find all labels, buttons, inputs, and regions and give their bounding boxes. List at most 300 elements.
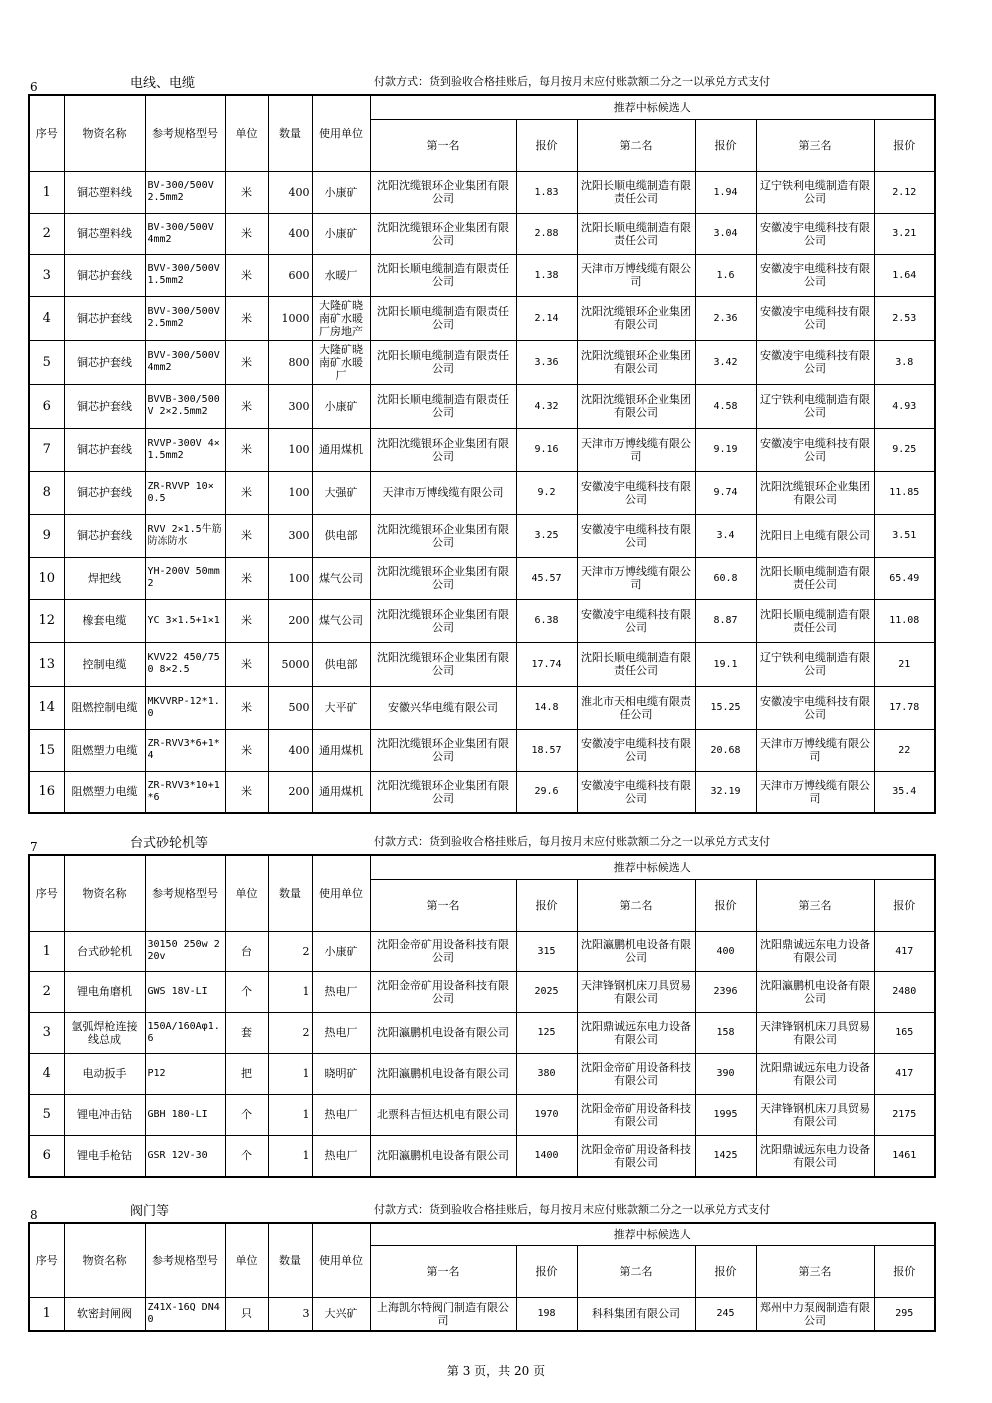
header-price-2: 报价 — [695, 879, 756, 931]
header-price-1: 报价 — [516, 1245, 577, 1297]
price-second: 60.8 — [695, 557, 756, 599]
vendor-second: 安徽凌宇电缆科技有限公司 — [577, 729, 695, 771]
item-unit: 个 — [225, 971, 268, 1012]
vendor-first: 沈阳沈缆银环企业集团有限公司 — [370, 514, 516, 557]
table-row — [29, 1012, 935, 1053]
item-unit: 米 — [225, 729, 268, 771]
page-footer: 第 3 页，共 20 页 — [446, 1364, 546, 1378]
header-item-name: 物资名称 — [64, 1223, 145, 1297]
item-unit: 米 — [225, 384, 268, 428]
item-qty: 400 — [268, 729, 312, 771]
row-seq: 6 — [29, 1135, 64, 1177]
item-name: 锂电冲击钻 — [64, 1094, 145, 1135]
price-first: 6.38 — [516, 599, 577, 642]
vendor-third: 辽宁铁利电缆制造有限公司 — [756, 642, 874, 686]
item-user-unit: 小康矿 — [312, 384, 370, 428]
item-unit: 米 — [225, 642, 268, 686]
item-user-unit: 大平矿 — [312, 686, 370, 729]
item-user-unit: 大强矿 — [312, 471, 370, 514]
item-spec: ZR-RVV3*10+1*6 — [145, 771, 225, 813]
vendor-second: 天津市万博线缆有限公司 — [577, 428, 695, 471]
price-third: 11.85 — [874, 471, 935, 514]
table-row — [29, 514, 935, 557]
item-unit: 米 — [225, 471, 268, 514]
item-spec: GWS 18V-LI — [145, 971, 225, 1012]
vendor-third: 安徽凌宇电缆科技有限公司 — [756, 340, 874, 384]
item-spec: ZR-RVV3*6+1*4 — [145, 729, 225, 771]
price-third: 2175 — [874, 1094, 935, 1135]
price-second: 32.19 — [695, 771, 756, 813]
price-third: 4.93 — [874, 384, 935, 428]
vendor-first: 沈阳沈缆银环企业集团有限公司 — [370, 213, 516, 254]
vendor-third: 天津市万博线缆有限公司 — [756, 771, 874, 813]
item-qty: 2 — [268, 1012, 312, 1053]
item-spec: ZR-RVVP 10×0.5 — [145, 471, 225, 514]
bid-table — [28, 854, 936, 1178]
vendor-first: 沈阳瀛鹏机电设备有限公司 — [370, 1135, 516, 1177]
price-second: 3.4 — [695, 514, 756, 557]
price-first: 315 — [516, 931, 577, 971]
item-qty: 400 — [268, 213, 312, 254]
header-second: 第二名 — [577, 879, 695, 931]
price-third: 3.51 — [874, 514, 935, 557]
row-seq: 4 — [29, 296, 64, 340]
item-user-unit: 大隆矿晓南矿水暖厂房地产 — [312, 296, 370, 340]
item-unit: 米 — [225, 254, 268, 296]
vendor-first: 沈阳沈缆银环企业集团有限公司 — [370, 729, 516, 771]
price-third: 9.25 — [874, 428, 935, 471]
item-spec: GBH 180-LI — [145, 1094, 225, 1135]
header-second: 第二名 — [577, 119, 695, 171]
vendor-second: 沈阳长顺电缆制造有限责任公司 — [577, 171, 695, 213]
vendor-third: 天津锋钢机床刀具贸易有限公司 — [756, 1012, 874, 1053]
table-row — [29, 1135, 935, 1177]
price-first: 198 — [516, 1297, 577, 1331]
price-third: 11.08 — [874, 599, 935, 642]
vendor-first: 北票科吉恒达机电有限公司 — [370, 1094, 516, 1135]
price-third: 1.64 — [874, 254, 935, 296]
item-user-unit: 热电厂 — [312, 1094, 370, 1135]
price-second: 15.25 — [695, 686, 756, 729]
price-second: 9.74 — [695, 471, 756, 514]
item-name: 阻燃塑力电缆 — [64, 729, 145, 771]
vendor-first: 沈阳沈缆银环企业集团有限公司 — [370, 771, 516, 813]
vendor-second: 沈阳金帝矿用设备科技有限公司 — [577, 1094, 695, 1135]
item-spec: 30150 250w 220v — [145, 931, 225, 971]
header-item-name: 物资名称 — [64, 95, 145, 171]
row-seq: 9 — [29, 514, 64, 557]
vendor-second: 沈阳金帝矿用设备科技有限公司 — [577, 1053, 695, 1094]
vendor-first: 安徽兴华电缆有限公司 — [370, 686, 516, 729]
price-third: 17.78 — [874, 686, 935, 729]
vendor-third: 沈阳瀛鹏机电设备有限公司 — [756, 971, 874, 1012]
price-second: 400 — [695, 931, 756, 971]
item-qty: 200 — [268, 599, 312, 642]
item-name: 铜芯塑料线 — [64, 171, 145, 213]
table-row — [29, 599, 935, 642]
header-seq: 序号 — [29, 95, 64, 171]
item-unit: 个 — [225, 1094, 268, 1135]
header-second: 第二名 — [577, 1245, 695, 1297]
item-qty: 100 — [268, 428, 312, 471]
item-spec: P12 — [145, 1053, 225, 1094]
section-title: 电线、电缆 — [130, 76, 196, 91]
item-unit: 米 — [225, 340, 268, 384]
item-user-unit: 供电部 — [312, 642, 370, 686]
bid-table — [28, 1222, 936, 1332]
price-first: 9.16 — [516, 428, 577, 471]
row-seq: 5 — [29, 340, 64, 384]
header-seq: 序号 — [29, 1223, 64, 1297]
table-row — [29, 557, 935, 599]
price-second: 4.58 — [695, 384, 756, 428]
price-third: 2.12 — [874, 171, 935, 213]
item-user-unit: 热电厂 — [312, 1135, 370, 1177]
header-item-name: 物资名称 — [64, 855, 145, 931]
section-number: 8 — [30, 1208, 38, 1222]
vendor-first: 沈阳长顺电缆制造有限责任公司 — [370, 254, 516, 296]
row-seq: 3 — [29, 254, 64, 296]
table-row — [29, 428, 935, 471]
price-second: 1425 — [695, 1135, 756, 1177]
vendor-first: 沈阳瀛鹏机电设备有限公司 — [370, 1053, 516, 1094]
vendor-first: 沈阳沈缆银环企业集团有限公司 — [370, 557, 516, 599]
header-qty: 数量 — [268, 1223, 312, 1297]
item-user-unit: 煤气公司 — [312, 599, 370, 642]
item-unit: 只 — [225, 1297, 268, 1331]
vendor-third: 沈阳鼎诚远东电力设备有限公司 — [756, 1053, 874, 1094]
header-third: 第三名 — [756, 1245, 874, 1297]
payment-terms: 付款方式：货到验收合格挂账后，每月按月末应付账款额二分之一以承兑方式支付 — [374, 75, 770, 88]
vendor-third: 辽宁铁利电缆制造有限公司 — [756, 384, 874, 428]
item-spec: BVV-300/500V 1.5mm2 — [145, 254, 225, 296]
vendor-third: 安徽凌宇电缆科技有限公司 — [756, 428, 874, 471]
vendor-second: 沈阳沈缆银环企业集团有限公司 — [577, 340, 695, 384]
price-first: 18.57 — [516, 729, 577, 771]
price-first: 380 — [516, 1053, 577, 1094]
item-qty: 1 — [268, 971, 312, 1012]
price-third: 21 — [874, 642, 935, 686]
vendor-first: 沈阳金帝矿用设备科技有限公司 — [370, 931, 516, 971]
price-first: 29.6 — [516, 771, 577, 813]
row-seq: 15 — [29, 729, 64, 771]
item-name: 铜芯护套线 — [64, 340, 145, 384]
item-unit: 米 — [225, 171, 268, 213]
row-seq: 13 — [29, 642, 64, 686]
section-8 — [28, 1200, 936, 1332]
item-spec: BV-300/500V 4mm2 — [145, 213, 225, 254]
table-row — [29, 384, 935, 428]
vendor-second: 天津锋钢机床刀具贸易有限公司 — [577, 971, 695, 1012]
header-first: 第一名 — [370, 1245, 516, 1297]
row-seq: 8 — [29, 471, 64, 514]
row-seq: 12 — [29, 599, 64, 642]
item-qty: 300 — [268, 384, 312, 428]
item-qty: 1000 — [268, 296, 312, 340]
price-first: 1400 — [516, 1135, 577, 1177]
item-user-unit: 热电厂 — [312, 971, 370, 1012]
price-third: 417 — [874, 1053, 935, 1094]
item-user-unit: 大隆矿晓南矿水暖厂 — [312, 340, 370, 384]
table-row — [29, 729, 935, 771]
vendor-first: 沈阳瀛鹏机电设备有限公司 — [370, 1012, 516, 1053]
price-first: 3.36 — [516, 340, 577, 384]
item-qty: 300 — [268, 514, 312, 557]
item-name: 氩弧焊枪连接线总成 — [64, 1012, 145, 1053]
header-price-2: 报价 — [695, 119, 756, 171]
price-second: 390 — [695, 1053, 756, 1094]
vendor-second: 科科集团有限公司 — [577, 1297, 695, 1331]
vendor-third: 天津锋钢机床刀具贸易有限公司 — [756, 1094, 874, 1135]
section-6 — [28, 72, 936, 814]
vendor-third: 安徽凌宇电缆科技有限公司 — [756, 213, 874, 254]
item-name: 橡套电缆 — [64, 599, 145, 642]
item-user-unit: 小康矿 — [312, 931, 370, 971]
vendor-first: 沈阳沈缆银环企业集团有限公司 — [370, 171, 516, 213]
row-seq: 2 — [29, 213, 64, 254]
price-first: 17.74 — [516, 642, 577, 686]
vendor-first: 沈阳长顺电缆制造有限责任公司 — [370, 296, 516, 340]
header-third: 第三名 — [756, 119, 874, 171]
item-name: 锂电角磨机 — [64, 971, 145, 1012]
table-row — [29, 1053, 935, 1094]
vendor-second: 淮北市天相电缆有限责任公司 — [577, 686, 695, 729]
table-row — [29, 771, 935, 813]
header-price-3: 报价 — [874, 1245, 935, 1297]
item-name: 阻燃控制电缆 — [64, 686, 145, 729]
price-second: 158 — [695, 1012, 756, 1053]
vendor-first: 沈阳沈缆银环企业集团有限公司 — [370, 599, 516, 642]
price-second: 245 — [695, 1297, 756, 1331]
row-seq: 14 — [29, 686, 64, 729]
price-first: 1.83 — [516, 171, 577, 213]
item-name: 铜芯护套线 — [64, 254, 145, 296]
price-third: 65.49 — [874, 557, 935, 599]
price-second: 20.68 — [695, 729, 756, 771]
item-unit: 米 — [225, 557, 268, 599]
section-header — [28, 832, 936, 854]
price-second: 2396 — [695, 971, 756, 1012]
vendor-second: 沈阳长顺电缆制造有限责任公司 — [577, 213, 695, 254]
price-first: 125 — [516, 1012, 577, 1053]
table-row — [29, 296, 935, 340]
row-seq: 5 — [29, 1094, 64, 1135]
row-seq: 3 — [29, 1012, 64, 1053]
header-spec: 参考规格型号 — [145, 1223, 225, 1297]
table-row — [29, 642, 935, 686]
item-name: 焊把线 — [64, 557, 145, 599]
header-user-unit: 使用单位 — [312, 95, 370, 171]
table-row — [29, 340, 935, 384]
price-third: 3.21 — [874, 213, 935, 254]
item-qty: 100 — [268, 471, 312, 514]
item-spec: RVVP-300V 4×1.5mm2 — [145, 428, 225, 471]
price-second: 9.19 — [695, 428, 756, 471]
item-qty: 200 — [268, 771, 312, 813]
vendor-second: 沈阳瀛鹏机电设备有限公司 — [577, 931, 695, 971]
item-unit: 个 — [225, 1135, 268, 1177]
item-name: 软密封闸阀 — [64, 1297, 145, 1331]
vendor-third: 沈阳日上电缆有限公司 — [756, 514, 874, 557]
item-name: 铜芯护套线 — [64, 514, 145, 557]
item-qty: 5000 — [268, 642, 312, 686]
row-seq: 7 — [29, 428, 64, 471]
header-user-unit: 使用单位 — [312, 855, 370, 931]
item-unit: 米 — [225, 771, 268, 813]
payment-terms: 付款方式：货到验收合格挂账后，每月按月末应付账款额二分之一以承兑方式支付 — [374, 835, 770, 848]
row-seq: 1 — [29, 1297, 64, 1331]
vendor-first: 沈阳沈缆银环企业集团有限公司 — [370, 642, 516, 686]
price-third: 2480 — [874, 971, 935, 1012]
item-name: 铜芯护套线 — [64, 296, 145, 340]
item-name: 铜芯护套线 — [64, 471, 145, 514]
item-spec: GSR 12V-30 — [145, 1135, 225, 1177]
vendor-first: 上海凯尔特阀门制造有限公司 — [370, 1297, 516, 1331]
table-row — [29, 254, 935, 296]
item-name: 锂电手枪钻 — [64, 1135, 145, 1177]
row-seq: 4 — [29, 1053, 64, 1094]
item-spec: BV-300/500V 2.5mm2 — [145, 171, 225, 213]
item-unit: 把 — [225, 1053, 268, 1094]
item-user-unit: 供电部 — [312, 514, 370, 557]
item-unit: 米 — [225, 213, 268, 254]
header-candidates: 推荐中标候选人 — [370, 1223, 935, 1245]
item-qty: 400 — [268, 171, 312, 213]
vendor-third: 辽宁铁利电缆制造有限公司 — [756, 171, 874, 213]
item-unit: 套 — [225, 1012, 268, 1053]
section-title: 台式砂轮机等 — [130, 836, 209, 851]
header-price-3: 报价 — [874, 119, 935, 171]
item-spec: BVV-300/500V 4mm2 — [145, 340, 225, 384]
header-price-1: 报价 — [516, 119, 577, 171]
vendor-second: 沈阳长顺电缆制造有限责任公司 — [577, 642, 695, 686]
price-second: 1.94 — [695, 171, 756, 213]
price-second: 3.04 — [695, 213, 756, 254]
price-second: 2.36 — [695, 296, 756, 340]
item-name: 台式砂轮机 — [64, 931, 145, 971]
item-user-unit: 通用煤机 — [312, 729, 370, 771]
item-spec: 150A/160Aφ1.6 — [145, 1012, 225, 1053]
header-price-1: 报价 — [516, 879, 577, 931]
bid-table — [28, 94, 936, 814]
vendor-third: 沈阳鼎诚远东电力设备有限公司 — [756, 1135, 874, 1177]
item-qty: 2 — [268, 931, 312, 971]
table-row — [29, 471, 935, 514]
vendor-second: 沈阳沈缆银环企业集团有限公司 — [577, 296, 695, 340]
section-number: 7 — [30, 840, 38, 854]
price-third: 35.4 — [874, 771, 935, 813]
vendor-second: 安徽凌宇电缆科技有限公司 — [577, 471, 695, 514]
vendor-first: 沈阳长顺电缆制造有限责任公司 — [370, 384, 516, 428]
header-price-3: 报价 — [874, 879, 935, 931]
vendor-third: 沈阳长顺电缆制造有限责任公司 — [756, 557, 874, 599]
item-qty: 1 — [268, 1094, 312, 1135]
item-name: 电动扳手 — [64, 1053, 145, 1094]
price-third: 3.8 — [874, 340, 935, 384]
price-first: 14.8 — [516, 686, 577, 729]
item-qty: 1 — [268, 1135, 312, 1177]
table-row — [29, 213, 935, 254]
price-second: 8.87 — [695, 599, 756, 642]
vendor-second: 安徽凌宇电缆科技有限公司 — [577, 771, 695, 813]
item-qty: 3 — [268, 1297, 312, 1331]
item-name: 铜芯塑料线 — [64, 213, 145, 254]
price-second: 3.42 — [695, 340, 756, 384]
price-first: 9.2 — [516, 471, 577, 514]
section-7 — [28, 832, 936, 1178]
vendor-second: 安徽凌宇电缆科技有限公司 — [577, 599, 695, 642]
vendor-second: 天津市万博线缆有限公司 — [577, 557, 695, 599]
vendor-third: 沈阳鼎诚远东电力设备有限公司 — [756, 931, 874, 971]
section-header — [28, 1200, 936, 1222]
item-unit: 米 — [225, 686, 268, 729]
vendor-third: 安徽凌宇电缆科技有限公司 — [756, 686, 874, 729]
vendor-first: 沈阳金帝矿用设备科技有限公司 — [370, 971, 516, 1012]
header-user-unit: 使用单位 — [312, 1223, 370, 1297]
header-spec: 参考规格型号 — [145, 855, 225, 931]
item-name: 铜芯护套线 — [64, 384, 145, 428]
header-candidates: 推荐中标候选人 — [370, 95, 935, 119]
table-row — [29, 686, 935, 729]
vendor-second: 安徽凌宇电缆科技有限公司 — [577, 514, 695, 557]
price-first: 2025 — [516, 971, 577, 1012]
header-seq: 序号 — [29, 855, 64, 931]
price-first: 1.38 — [516, 254, 577, 296]
item-user-unit: 通用煤机 — [312, 771, 370, 813]
price-first: 3.25 — [516, 514, 577, 557]
item-user-unit: 晓明矿 — [312, 1053, 370, 1094]
item-name: 阻燃塑力电缆 — [64, 771, 145, 813]
item-spec: Z41X-16Q DN40 — [145, 1297, 225, 1331]
price-third: 22 — [874, 729, 935, 771]
item-user-unit: 通用煤机 — [312, 428, 370, 471]
price-first: 4.32 — [516, 384, 577, 428]
header-unit: 单位 — [225, 855, 268, 931]
header-first: 第一名 — [370, 879, 516, 931]
item-user-unit: 大兴矿 — [312, 1297, 370, 1331]
item-spec: BVV-300/500V 2.5mm2 — [145, 296, 225, 340]
price-second: 1.6 — [695, 254, 756, 296]
table-row — [29, 971, 935, 1012]
price-second: 1995 — [695, 1094, 756, 1135]
item-spec: MKVVRP-12*1.0 — [145, 686, 225, 729]
item-qty: 600 — [268, 254, 312, 296]
item-qty: 500 — [268, 686, 312, 729]
price-first: 1970 — [516, 1094, 577, 1135]
header-qty: 数量 — [268, 95, 312, 171]
vendor-first: 沈阳长顺电缆制造有限责任公司 — [370, 340, 516, 384]
item-spec: YC 3×1.5+1×1 — [145, 599, 225, 642]
item-user-unit: 热电厂 — [312, 1012, 370, 1053]
item-user-unit: 煤气公司 — [312, 557, 370, 599]
row-seq: 6 — [29, 384, 64, 428]
section-title: 阀门等 — [130, 1204, 170, 1219]
item-spec: BVVB-300/500V 2×2.5mm2 — [145, 384, 225, 428]
table-row — [29, 171, 935, 213]
vendor-second: 沈阳鼎诚远东电力设备有限公司 — [577, 1012, 695, 1053]
item-unit: 台 — [225, 931, 268, 971]
price-third: 165 — [874, 1012, 935, 1053]
section-number: 6 — [30, 80, 38, 94]
vendor-third: 天津市万博线缆有限公司 — [756, 729, 874, 771]
item-user-unit: 水暖厂 — [312, 254, 370, 296]
header-unit: 单位 — [225, 95, 268, 171]
header-candidates: 推荐中标候选人 — [370, 855, 935, 879]
vendor-third: 沈阳长顺电缆制造有限责任公司 — [756, 599, 874, 642]
price-second: 19.1 — [695, 642, 756, 686]
item-unit: 米 — [225, 428, 268, 471]
header-first: 第一名 — [370, 119, 516, 171]
